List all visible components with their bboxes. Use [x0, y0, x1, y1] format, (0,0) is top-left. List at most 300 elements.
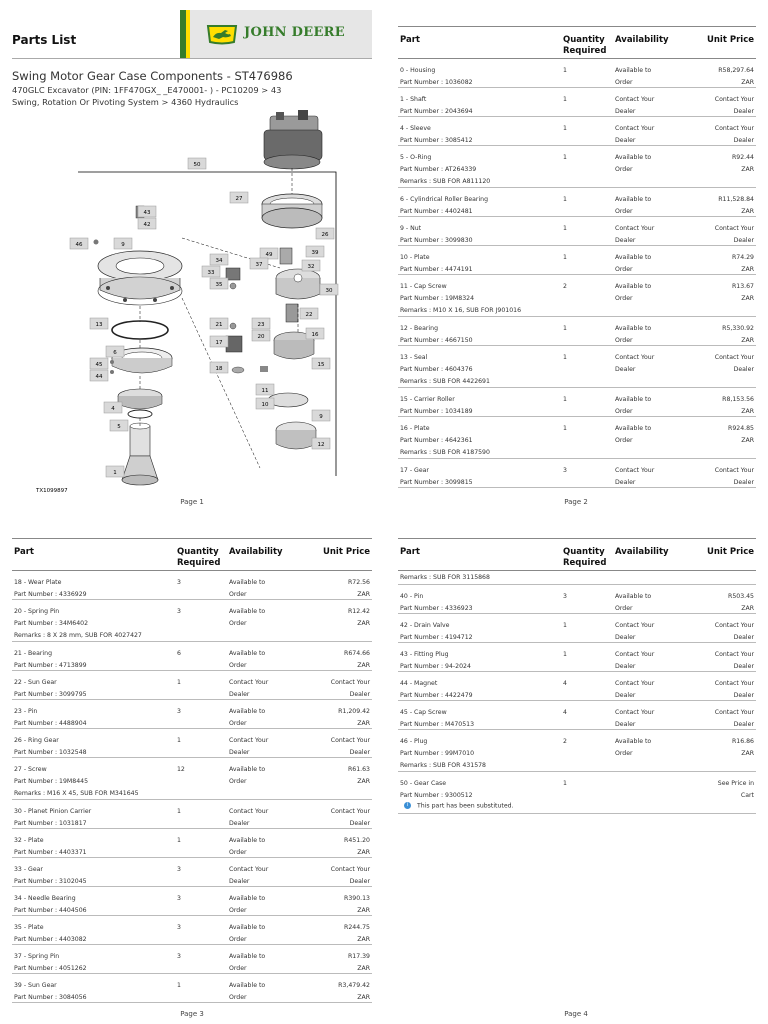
part-cell [400, 152, 560, 188]
quantity-cell [563, 707, 567, 719]
table-row [398, 643, 756, 672]
availability-cell-line-2: Order [229, 965, 247, 972]
unit-price-cell-line-2: ZAR [741, 166, 754, 173]
availability-cell [229, 951, 289, 975]
unit-price-cell-line-2: ZAR [357, 720, 370, 727]
part-cell-line-2: Part Number : 19M8445 [14, 778, 89, 785]
unit-price-cell [684, 649, 754, 673]
part-cell-line-1: 12 - Bearing [400, 325, 438, 332]
part-cell-line-2: Part Number : 4713899 [14, 662, 87, 669]
part-cell-line-1: 9 - Nut [400, 225, 422, 232]
part-cell-line-2: Part Number : 3084056 [14, 994, 87, 1001]
unit-price-cell [684, 678, 754, 702]
unit-price-cell-line-1: Contact Your [714, 651, 754, 658]
part-cell-line-1: 23 - Pin [14, 708, 38, 715]
quantity-cell-line-1: 1 [563, 425, 567, 432]
availability-cell [615, 223, 675, 247]
part-cell [14, 951, 174, 975]
part-cell [400, 736, 560, 772]
unit-price-cell [300, 922, 370, 946]
unit-price-cell-line-2: ZAR [741, 208, 754, 215]
unit-price-cell-line-2: Dealer [733, 137, 754, 144]
availability-cell-line-2: Dealer [229, 691, 250, 698]
unit-price-cell-line-1: Contact Your [330, 737, 370, 744]
unit-price-cell-line-1: R244.75 [344, 924, 370, 931]
callout-label: 15 [317, 362, 325, 368]
unit-price-cell-line-2: ZAR [357, 907, 370, 914]
unit-price-cell [300, 806, 370, 830]
part-cell-line-2: Part Number : 4336929 [14, 591, 87, 598]
part-cell-line-2: Part Number : 4051262 [14, 965, 87, 972]
part-cell [400, 678, 560, 702]
quantity-cell-line-1: 3 [563, 467, 567, 474]
table-row [12, 729, 372, 758]
unit-price-cell-line-1: Contact Your [714, 680, 754, 687]
quantity-cell [177, 735, 181, 747]
unit-price-cell [300, 606, 370, 630]
availability-cell-line-1: Available to [615, 425, 652, 432]
table-row [12, 642, 372, 671]
availability-cell-line-2: Dealer [615, 137, 636, 144]
unit-price-cell-line-2: ZAR [357, 620, 370, 627]
table-row [398, 672, 756, 701]
table-header [398, 26, 756, 59]
availability-cell-line-1: Available to [615, 67, 652, 74]
availability-cell-line-1: Available to [229, 924, 266, 931]
part-cell-line-2: Part Number : 1036082 [400, 79, 473, 86]
part-cell [400, 194, 560, 218]
availability-cell [615, 65, 675, 89]
callout-label: 9 [121, 242, 125, 248]
table-row [398, 585, 756, 614]
quantity-cell-line-1: 4 [563, 680, 567, 687]
housing-drawing [98, 251, 182, 305]
page-number: Page 3 [180, 1010, 204, 1018]
quantity-cell [563, 394, 567, 406]
availability-cell-line-1: Contact Your [615, 680, 655, 687]
availability-cell-line-2: Order [615, 79, 633, 86]
quantity-cell [563, 194, 567, 206]
part-cell [14, 835, 174, 859]
part-cell-line-2: Part Number : 4474191 [400, 266, 473, 273]
table-row [398, 117, 756, 146]
unit-price-cell-line-1: Contact Your [330, 679, 370, 686]
availability-cell-line-2: Dealer [615, 692, 636, 699]
table-row [12, 887, 372, 916]
part-cell-line-3: Remarks : M10 X 16, SUB FOR J901016 [400, 307, 522, 314]
availability-cell-line-1: Contact Your [229, 679, 269, 686]
availability-cell [615, 352, 675, 376]
seal-ring-drawing [112, 321, 168, 339]
part-cell [14, 764, 174, 800]
availability-cell-line-1: Available to [615, 196, 652, 203]
logo-yellow-bar [186, 10, 190, 58]
callout-label: 18 [215, 366, 223, 372]
part-cell-line-1: 46 - Plug [400, 738, 428, 745]
availability-cell-line-2: Dealer [615, 479, 636, 486]
part-cell-line-1: 40 - Pin [400, 593, 424, 600]
table-row [12, 600, 372, 642]
document-subtitle-machine: 470GLC Excavator (PIN: 1FF470GX_ _E470001- ) - PC10209 > 43 [12, 85, 282, 95]
callout-label: 37 [255, 262, 263, 268]
callout-label: 20 [257, 334, 265, 340]
quantity-cell-line-1: 1 [563, 154, 567, 161]
unit-price-cell [684, 352, 754, 376]
availability-cell-line-2: Dealer [615, 663, 636, 670]
part-cell [400, 123, 560, 147]
part-cell [14, 893, 174, 917]
part-cell-line-2: Part Number : 19M8324 [400, 295, 475, 302]
availability-cell-line-2: Order [229, 591, 247, 598]
availability-cell-line-2: Order [615, 750, 633, 757]
availability-cell-line-2: Order [229, 936, 247, 943]
availability-cell-line-1: Contact Your [615, 125, 655, 132]
unit-price-cell-line-2: ZAR [741, 337, 754, 344]
part-cell-line-1: 22 - Sun Gear [14, 679, 57, 686]
availability-cell [229, 677, 289, 701]
availability-cell-line-1: Contact Your [615, 96, 655, 103]
unit-price-cell-line-1: Contact Your [714, 709, 754, 716]
unit-price-cell-line-2: Dealer [733, 663, 754, 670]
availability-cell-line-2: Order [229, 849, 247, 856]
quantity-cell [563, 281, 567, 293]
unit-price-cell-line-2: Dealer [733, 692, 754, 699]
part-cell-line-1: 20 - Spring Pin [14, 608, 60, 615]
table-body [398, 585, 756, 814]
logo-wordmark: JOHN DEERE [244, 25, 345, 40]
availability-cell [229, 606, 289, 630]
availability-cell [615, 123, 675, 147]
callout-label: 11 [261, 388, 269, 394]
availability-cell [229, 806, 289, 830]
part-cell [400, 649, 560, 673]
quantity-cell-line-1: 3 [177, 708, 181, 715]
shaft-drawing [122, 423, 158, 485]
callout-label: 33 [207, 270, 215, 276]
availability-cell [615, 152, 675, 176]
quantity-cell-line-1: 3 [563, 593, 567, 600]
part-cell-line-1: 13 - Seal [400, 354, 428, 361]
availability-cell [229, 980, 289, 1004]
part-cell-line-2: Part Number : 2043694 [400, 108, 473, 115]
table-row [398, 346, 756, 388]
unit-price-cell-line-1: R17.39 [347, 953, 370, 960]
unit-price-cell [300, 951, 370, 975]
availability-cell-line-1: Contact Your [229, 866, 269, 873]
callout-label: 44 [95, 374, 103, 380]
part-cell-line-1: 26 - Ring Gear [14, 737, 59, 744]
part-cell-line-2: Part Number : 4404506 [14, 907, 87, 914]
availability-cell-line-1: Available to [615, 154, 652, 161]
parts-table-page-3 [12, 538, 372, 1003]
availability-cell [615, 465, 675, 489]
unit-price-cell-line-2: ZAR [357, 591, 370, 598]
document-subtitle-system: Swing, Rotation Or Pivoting System > 4360 Hydraulics [12, 97, 239, 107]
part-cell [400, 423, 560, 459]
john-deere-logo [180, 10, 372, 58]
unit-price-cell [684, 194, 754, 218]
part-cell [400, 352, 560, 388]
callout-label: 10 [261, 402, 269, 408]
part-cell-line-1: 44 - Magnet [400, 680, 438, 687]
part-cell-line-2: Part Number : 3099830 [400, 237, 473, 244]
unit-price-cell [300, 735, 370, 759]
quantity-cell-line-1: 1 [563, 354, 567, 361]
availability-cell-line-1: Contact Your [615, 467, 655, 474]
part-cell-line-2: Part Number : 4642361 [400, 437, 473, 444]
quantity-cell-line-1: 1 [177, 679, 181, 686]
table-row [12, 945, 372, 974]
unit-price-cell-line-2: ZAR [357, 936, 370, 943]
availability-cell [229, 648, 289, 672]
quantity-cell-line-1: 3 [177, 895, 181, 902]
availability-cell-line-1: Available to [229, 953, 266, 960]
part-cell-line-1: 50 - Gear Case [400, 780, 447, 787]
part-cell-line-2: Part Number : 99M7010 [400, 750, 475, 757]
part-cell-line-1: 43 - Fitting Plug [400, 651, 449, 658]
quantity-cell [563, 152, 567, 164]
availability-cell [615, 94, 675, 118]
part-cell-line-3: Remarks : SUB FOR 4422691 [400, 378, 490, 385]
quantity-cell-line-1: 1 [563, 125, 567, 132]
part-cell-line-1: 30 - Planet Pinion Carrier [14, 808, 92, 815]
table-row [12, 700, 372, 729]
header-quantity: Quantity Required [563, 35, 607, 56]
unit-price-cell-line-1: R503.45 [728, 593, 754, 600]
header-part: Part [400, 547, 420, 557]
availability-cell-line-1: Available to [615, 396, 652, 403]
unit-price-cell-line-1: Contact Your [714, 354, 754, 361]
table-row [398, 188, 756, 217]
callout-label: 12 [317, 442, 325, 448]
part-cell-line-2: Part Number : 34M6402 [14, 620, 89, 627]
table-row [12, 974, 372, 1003]
callout-label: 50 [193, 162, 201, 168]
part-cell [400, 65, 560, 89]
part-cell [14, 806, 174, 830]
availability-cell-line-1: Available to [615, 738, 652, 745]
part-cell-line-1: 4 - Sleeve [400, 125, 431, 132]
part-cell-line-1: 21 - Bearing [14, 650, 52, 657]
availability-cell-line-1: Available to [615, 254, 652, 261]
availability-cell [615, 620, 675, 644]
header-divider [12, 58, 372, 59]
unit-price-cell [684, 323, 754, 347]
availability-cell-line-2: Order [615, 337, 633, 344]
header-unit-price: Unit Price [322, 547, 370, 557]
quantity-cell [563, 778, 567, 790]
table-row [398, 317, 756, 346]
availability-cell-line-2: Order [229, 778, 247, 785]
parts-list-title: Parts List [12, 33, 77, 47]
header-part: Part [14, 547, 34, 557]
unit-price-cell-line-1: R58,297.64 [718, 67, 754, 74]
unit-price-cell [684, 123, 754, 147]
part-cell-line-2: Part Number : 4403371 [14, 849, 87, 856]
unit-price-cell-line-1: R92.44 [731, 154, 754, 161]
callout-label: 4 [111, 406, 115, 412]
unit-price-cell [684, 394, 754, 418]
page-1 [0, 0, 384, 512]
quantity-cell-line-1: 1 [563, 196, 567, 203]
motor-drawing [264, 110, 322, 169]
part-cell-line-1: 37 - Spring Pin [14, 953, 60, 960]
part-cell [14, 864, 174, 888]
availability-cell-line-1: Available to [229, 982, 266, 989]
unit-price-cell-line-2: ZAR [741, 79, 754, 86]
unit-price-cell [300, 893, 370, 917]
unit-price-cell [684, 465, 754, 489]
unit-price-cell-line-2: Dealer [733, 237, 754, 244]
page-number: Page 2 [564, 498, 588, 506]
availability-cell-line-1: Available to [229, 837, 266, 844]
quantity-cell [563, 591, 567, 603]
availability-cell [229, 893, 289, 917]
page-4 [384, 512, 768, 1024]
part-cell [14, 677, 174, 701]
unit-price-cell-line-2: Dealer [733, 479, 754, 486]
availability-cell-line-2: Order [615, 605, 633, 612]
part-cell-line-1: 32 - Plate [14, 837, 44, 844]
part-cell-line-2: Part Number : 3099815 [400, 479, 473, 486]
quantity-cell [563, 649, 567, 661]
part-cell [400, 252, 560, 276]
unit-price-cell-line-2: Dealer [349, 820, 370, 827]
quantity-cell-line-1: 1 [563, 96, 567, 103]
unit-price-cell [300, 577, 370, 601]
part-cell [14, 706, 174, 730]
availability-cell [615, 678, 675, 702]
part-cell-line-2: Part Number : 9300512 [400, 792, 473, 799]
unit-price-cell-line-2: ZAR [741, 750, 754, 757]
table-row [398, 614, 756, 643]
continued-remark: Remarks : SUB FOR 3115868 [400, 574, 490, 581]
callout-label: 32 [307, 264, 315, 270]
table-row [12, 671, 372, 700]
unit-price-cell [684, 620, 754, 644]
availability-cell [615, 281, 675, 305]
availability-cell [229, 922, 289, 946]
unit-price-cell [684, 252, 754, 276]
availability-cell-line-1: Available to [615, 593, 652, 600]
callout-label: 43 [143, 210, 151, 216]
header-availability: Availability [229, 547, 283, 557]
quantity-cell-line-1: 3 [177, 866, 181, 873]
unit-price-cell-line-1: Contact Your [714, 96, 754, 103]
unit-price-cell-line-2: Dealer [733, 366, 754, 373]
page-3 [0, 512, 384, 1024]
part-cell [14, 735, 174, 759]
availability-cell-line-2: Dealer [615, 108, 636, 115]
table-header [398, 538, 756, 571]
part-cell [14, 606, 174, 642]
callout-label: 39 [311, 250, 319, 256]
part-cell-line-1: 33 - Gear [14, 866, 43, 873]
part-cell-line-1: 27 - Screw [14, 766, 47, 773]
unit-price-cell-line-1: See Price in [717, 780, 754, 787]
part-cell-line-3: Remarks : SUB FOR 4187590 [400, 449, 490, 456]
unit-price-cell-line-1: R12.42 [347, 608, 370, 615]
quantity-cell-line-1: 1 [563, 254, 567, 261]
table-row [398, 417, 756, 459]
part-cell-line-3: Remarks : SUB FOR 431578 [400, 762, 486, 769]
unit-price-cell [684, 65, 754, 89]
part-cell-line-1: 0 - Housing [400, 67, 436, 74]
availability-cell-line-2: Dealer [615, 237, 636, 244]
part-cell [400, 223, 560, 247]
substitution-note [400, 802, 514, 810]
callout-label: 22 [305, 312, 313, 318]
callout-label: 26 [321, 232, 329, 238]
table-header [12, 538, 372, 571]
table-row [398, 730, 756, 772]
table-row [12, 829, 372, 858]
part-cell-line-1: 34 - Needle Bearing [14, 895, 76, 902]
part-cell-line-2: Part Number : 1032548 [14, 749, 87, 756]
document-title: Swing Motor Gear Case Components - ST476986 [12, 69, 293, 83]
quantity-cell-line-1: 1 [563, 651, 567, 658]
part-cell-line-3: Remarks : 8 X 28 mm, SUB FOR 4027427 [14, 632, 142, 639]
part-cell [14, 980, 174, 1004]
availability-cell [229, 864, 289, 888]
callout-label: 6 [113, 350, 117, 356]
table-row [12, 758, 372, 800]
page-2 [384, 0, 768, 512]
availability-cell-line-2: Order [615, 166, 633, 173]
availability-cell-line-2: Order [615, 295, 633, 302]
availability-cell-line-1: Contact Your [615, 709, 655, 716]
part-cell [400, 394, 560, 418]
unit-price-cell [300, 648, 370, 672]
availability-cell-line-1: Available to [615, 325, 652, 332]
quantity-cell-line-1: 12 [177, 766, 185, 773]
part-cell [400, 281, 560, 317]
exploded-parts-diagram [30, 108, 366, 500]
callout-label: 30 [325, 288, 333, 294]
unit-price-cell-line-2: ZAR [741, 605, 754, 612]
unit-price-cell-line-2: Dealer [733, 721, 754, 728]
part-cell [400, 323, 560, 347]
availability-cell-line-1: Available to [229, 608, 266, 615]
quantity-cell [177, 606, 181, 618]
unit-price-cell [684, 423, 754, 447]
quantity-cell [177, 577, 181, 589]
availability-cell [615, 649, 675, 673]
availability-cell-line-2: Order [615, 208, 633, 215]
unit-price-cell-line-2: ZAR [741, 408, 754, 415]
availability-cell [229, 764, 289, 788]
availability-cell-line-1: Available to [229, 766, 266, 773]
unit-price-cell-line-2: ZAR [357, 965, 370, 972]
table-row [398, 59, 756, 88]
callout-label: 21 [215, 322, 223, 328]
table-row [398, 772, 756, 814]
part-cell-line-1: 45 - Cap Screw [400, 709, 447, 716]
callout-label: 9 [319, 414, 323, 420]
unit-price-cell-line-1: R3,479.42 [338, 982, 370, 989]
unit-price-cell-line-1: Contact Your [714, 467, 754, 474]
part-cell [400, 591, 560, 615]
callout-label: 13 [95, 322, 103, 328]
unit-price-cell-line-1: R1,209.42 [338, 708, 370, 715]
unit-price-cell-line-1: R72.56 [347, 579, 370, 586]
sleeve-drawing [118, 389, 162, 418]
quantity-cell-line-1: 1 [177, 808, 181, 815]
quantity-cell [563, 252, 567, 264]
quantity-cell [563, 94, 567, 106]
availability-cell-line-1: Available to [229, 895, 266, 902]
table-row [12, 571, 372, 600]
